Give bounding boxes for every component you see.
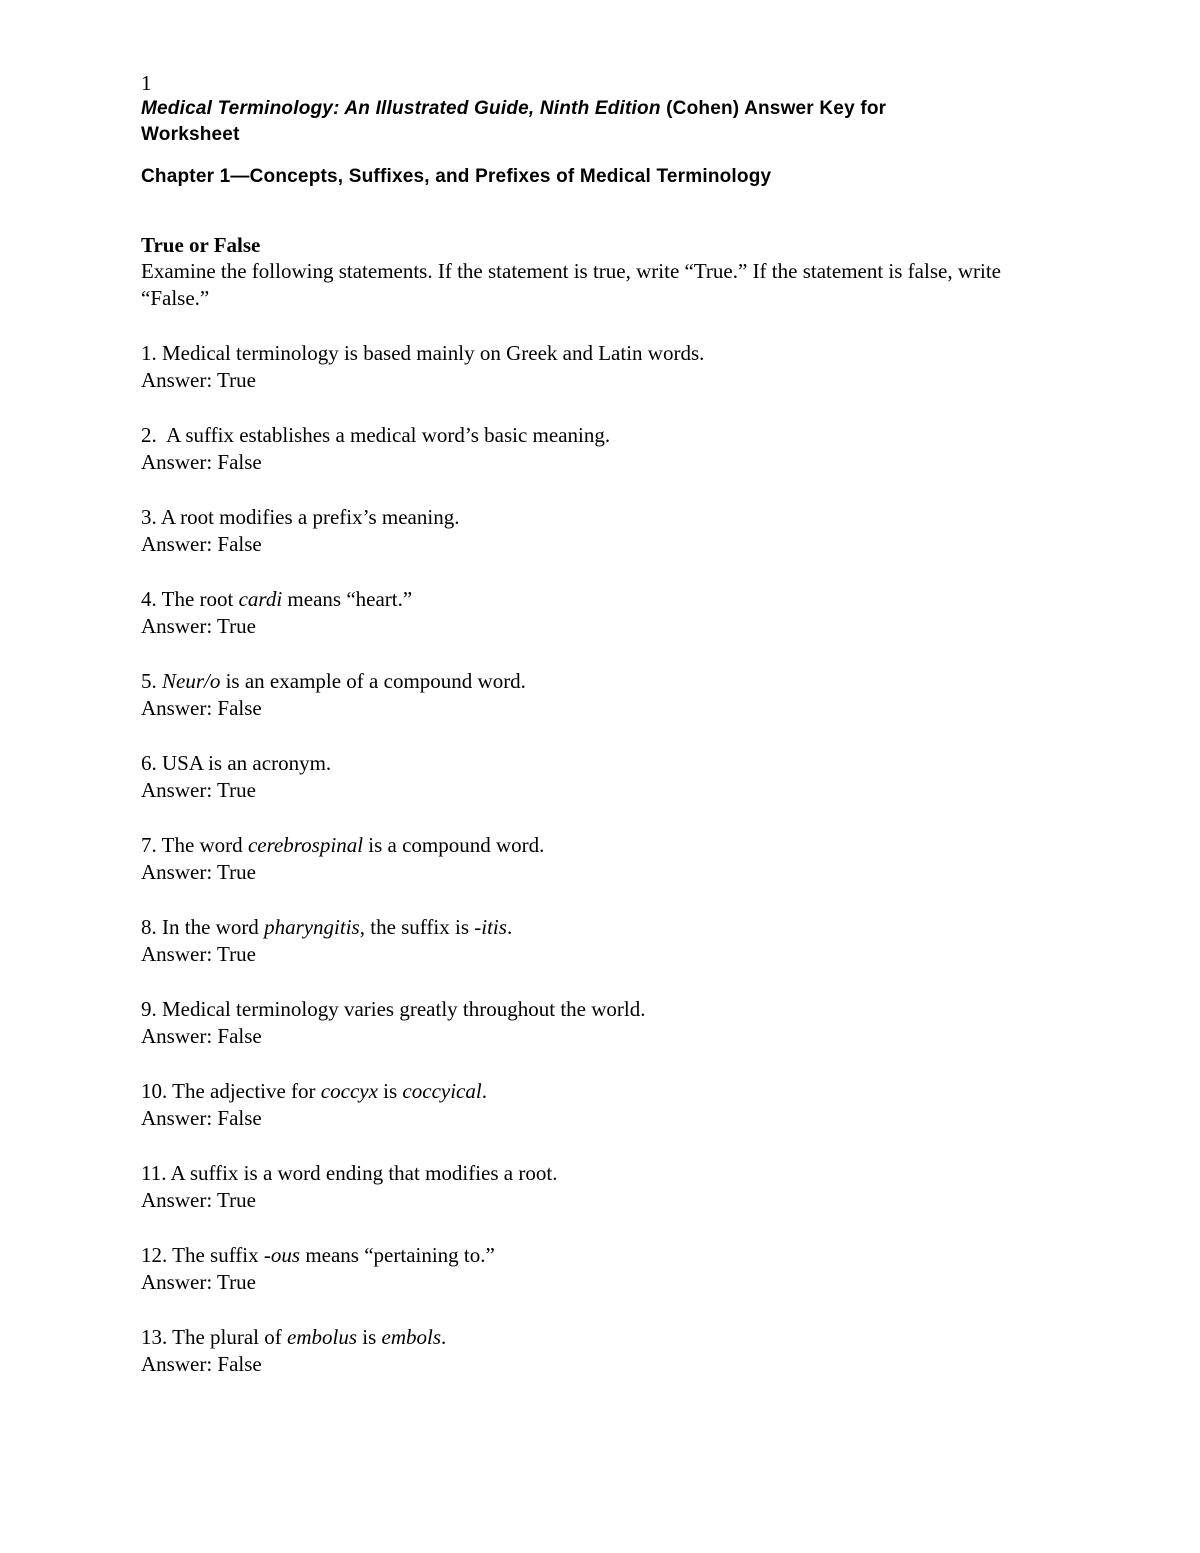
answer-label: Answer:	[141, 450, 218, 474]
answer-value: True	[217, 368, 256, 392]
question-item	[141, 504, 1061, 558]
question-term: embolus	[287, 1325, 357, 1349]
answer-label: Answer:	[141, 1188, 218, 1212]
answer-line	[141, 613, 1061, 640]
document-page	[141, 70, 1061, 1406]
question-text-part: , the suffix is -	[359, 915, 482, 939]
answer-label: Answer:	[141, 1106, 218, 1130]
question-text-part: 9. Medical terminology varies greatly throughout the world.	[141, 997, 646, 1021]
question-term: coccyical	[402, 1079, 482, 1103]
question-term: Neur/o	[162, 669, 221, 693]
question-item	[141, 832, 1061, 886]
answer-label: Answer:	[141, 696, 218, 720]
question-text-part: 8. In the word	[141, 915, 265, 939]
question-text	[141, 422, 1061, 449]
question-term: pharyngitis	[264, 915, 360, 939]
question-text-part: 11. A suffix is a word ending that modifies a root.	[141, 1161, 558, 1185]
answer-line	[141, 1269, 1061, 1296]
answer-line	[141, 941, 1061, 968]
question-text	[141, 996, 1061, 1023]
answer-value: False	[217, 1106, 262, 1130]
question-item	[141, 586, 1061, 640]
question-text-part: means “pertaining to.”	[300, 1243, 495, 1267]
question-item	[141, 668, 1061, 722]
answer-value: True	[217, 1188, 256, 1212]
question-text	[141, 504, 1061, 531]
question-text	[141, 914, 1061, 941]
document-title	[141, 96, 1061, 148]
question-text	[141, 832, 1061, 859]
answer-line	[141, 449, 1061, 476]
question-text-part: 4. The root	[141, 587, 239, 611]
question-term: ous	[270, 1243, 301, 1267]
answer-value: True	[217, 942, 256, 966]
question-text-part: .	[481, 1079, 487, 1103]
answer-value: True	[217, 860, 256, 884]
answer-line	[141, 1023, 1061, 1050]
question-text-part: 6. USA is an acronym.	[141, 751, 332, 775]
question-item	[141, 914, 1061, 968]
question-text	[141, 340, 1061, 367]
question-text-part: is an example of a compound word.	[220, 669, 526, 693]
question-text-part: .	[506, 915, 513, 939]
question-text-part: is	[377, 1079, 403, 1103]
answer-value: True	[217, 614, 256, 638]
answer-label: Answer:	[141, 942, 218, 966]
answer-line	[141, 367, 1061, 394]
answer-line	[141, 859, 1061, 886]
question-term: cardi	[238, 587, 283, 611]
question-item	[141, 422, 1061, 476]
answer-line	[141, 777, 1061, 804]
question-text-part: is a compound word.	[363, 833, 545, 857]
answer-value: False	[217, 1024, 262, 1048]
question-item	[141, 1324, 1061, 1378]
answer-value: False	[217, 1352, 262, 1376]
book-title: Medical Terminology: An Illustrated Guide, Ninth Edition	[141, 98, 661, 119]
question-text	[141, 750, 1061, 777]
question-text	[141, 1160, 1061, 1187]
answer-line	[141, 1105, 1061, 1132]
question-text-part: means “heart.”	[282, 587, 413, 611]
question-item	[141, 340, 1061, 394]
title-suffix: (Cohen) Answer Key for	[660, 98, 887, 119]
answer-label: Answer:	[141, 1024, 218, 1048]
answer-line	[141, 1187, 1061, 1214]
section-instructions: Examine the following statements. If the statement is true, write “True.” If the statement is false, write “False.”	[141, 259, 1001, 310]
answer-value: True	[217, 1270, 256, 1294]
question-text-part: is	[357, 1325, 382, 1349]
section-title: True or False	[141, 233, 261, 257]
answer-label: Answer:	[141, 614, 218, 638]
question-text	[141, 668, 1061, 695]
question-item	[141, 1160, 1061, 1214]
answer-label: Answer:	[141, 860, 218, 884]
answer-label: Answer:	[141, 1270, 218, 1294]
question-list	[141, 340, 1061, 1378]
question-text-part: 3. A root modifies a prefix’s meaning.	[141, 505, 460, 529]
question-text-part: 5.	[141, 669, 162, 693]
answer-value: False	[217, 696, 262, 720]
answer-label: Answer:	[141, 778, 218, 802]
question-text	[141, 1242, 1061, 1269]
question-text-part: 7. The word	[141, 833, 248, 857]
question-text	[141, 586, 1061, 613]
answer-value: True	[217, 778, 256, 802]
question-term: embols	[381, 1325, 442, 1349]
question-text-part: .	[441, 1325, 447, 1349]
answer-label: Answer:	[141, 1352, 218, 1376]
question-term: cerebrospinal	[247, 833, 364, 857]
question-text-part: 12. The suffix -	[141, 1243, 271, 1267]
answer-line	[141, 1351, 1061, 1378]
answer-value: False	[217, 532, 262, 556]
chapter-heading: Chapter 1—Concepts, Suffixes, and Prefixes of Medical Terminology	[141, 166, 772, 187]
question-text-part: 1. Medical terminology is based mainly on Greek and Latin words.	[141, 341, 705, 365]
question-item	[141, 996, 1061, 1050]
question-item	[141, 750, 1061, 804]
title-line-2: Worksheet	[141, 124, 240, 145]
question-text	[141, 1078, 1061, 1105]
question-term: coccyx	[320, 1079, 378, 1103]
answer-label: Answer:	[141, 368, 218, 392]
answer-value: False	[217, 450, 262, 474]
answer-label: Answer:	[141, 532, 218, 556]
question-item	[141, 1078, 1061, 1132]
page-number: 1	[141, 71, 152, 95]
answer-line	[141, 531, 1061, 558]
question-term: itis	[481, 915, 507, 939]
question-item	[141, 1242, 1061, 1296]
question-text	[141, 1324, 1061, 1351]
question-text-part: 13. The plural of	[141, 1325, 287, 1349]
question-text-part: 10. The adjective for	[141, 1079, 321, 1103]
question-text-part: 2. A suffix establishes a medical word’s basic meaning.	[141, 423, 611, 447]
answer-line	[141, 695, 1061, 722]
